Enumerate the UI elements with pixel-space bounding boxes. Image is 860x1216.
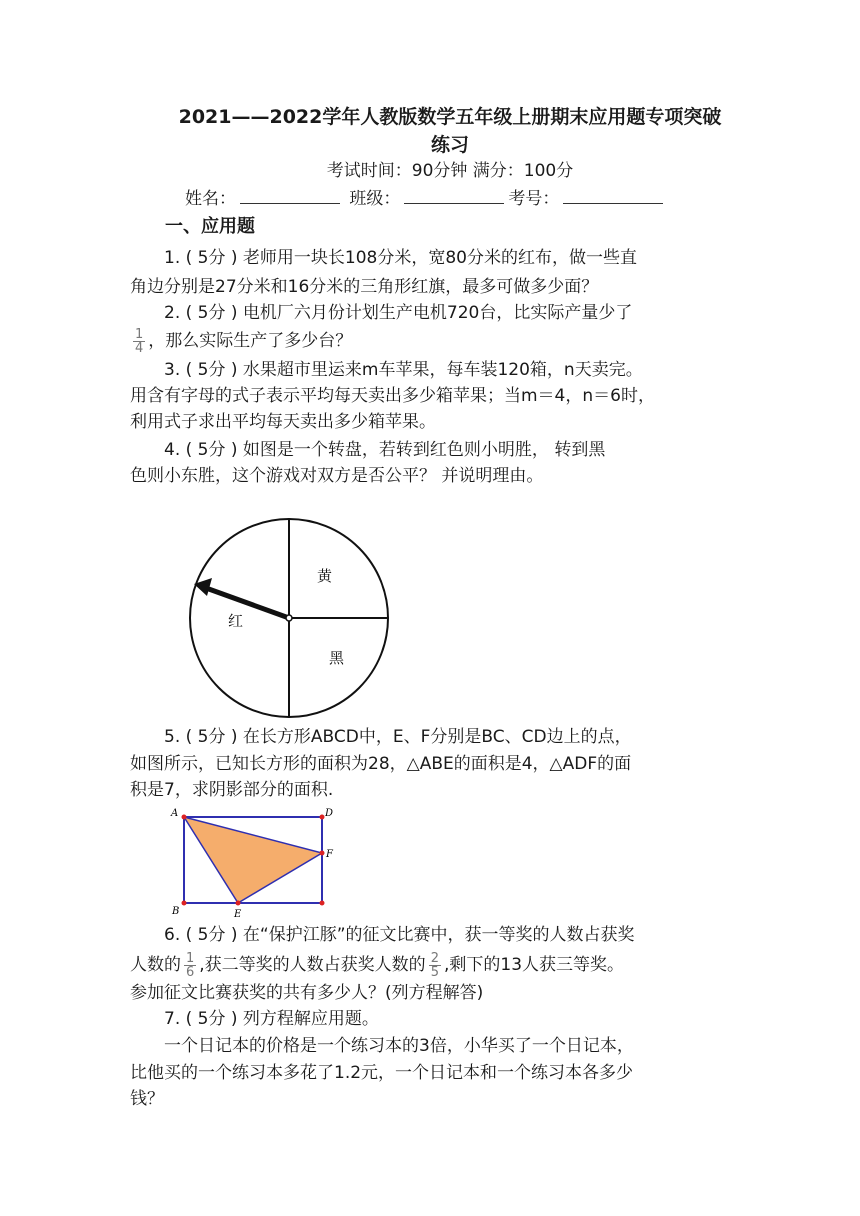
label-e: E	[234, 909, 242, 920]
shaded-triangle	[184, 817, 322, 903]
point-c	[320, 901, 325, 906]
rectangle-figure	[168, 804, 340, 920]
q6-line2: 人数的 $\frac{1}{6}$ ,获二等奖的人数占获奖人数的 $\frac{2}{5}$ ,剩下的13人获三等奖。	[130, 950, 625, 980]
q5-line1: 5. ( 5分 ) 在长方形ABCD中，E、F分别是BC、CD边上的点，	[164, 727, 632, 747]
student-info-row	[185, 185, 667, 212]
label-black: 黑	[329, 649, 345, 667]
q7-line4: 钱？	[130, 1089, 164, 1109]
q6-line1: 6. ( 5分 ) 在“保护江豚”的征文比赛中，获一等奖的人数占获奖	[164, 925, 635, 945]
point-f	[320, 851, 325, 856]
id-field[interactable]	[563, 185, 663, 204]
q5-line2: 如图所示，已知长方形的面积为28，△ABE的面积是4，△ADF的面	[130, 754, 632, 774]
label-b: B	[172, 906, 180, 917]
point-b	[182, 901, 187, 906]
page-title-line2: 练习	[430, 134, 469, 156]
exam-info: 考试时间：90分钟 满分：100分	[326, 161, 574, 181]
section-heading: 一、应用题	[165, 216, 255, 237]
class-label: 班级：	[349, 189, 401, 209]
q7-line2: 一个日记本的价格是一个练习本的3倍，小华买了一个日记本，	[164, 1036, 634, 1056]
page-title: 2021——2022学年人教版数学五年级上册期末应用题专项突破	[178, 106, 722, 128]
label-red: 红	[228, 612, 244, 630]
fraction: $\frac{1}{4}$	[135, 326, 144, 356]
q2-line2: $\frac{1}{4}$ ，那么实际生产了多少台？	[135, 326, 353, 356]
fraction: $\frac{1}{6}$	[186, 950, 195, 980]
name-field[interactable]	[240, 185, 340, 204]
class-field[interactable]	[404, 185, 504, 204]
q3-line1: 3. ( 5分 ) 水果超市里运来m车苹果，每车装120箱，n天卖完。	[164, 360, 643, 380]
q3-line3: 利用式子求出平均每天卖出多少箱苹果。	[130, 412, 436, 432]
name-label: 姓名：	[185, 189, 236, 209]
q5-line3: 积是7，求阴影部分的面积.	[130, 780, 334, 800]
q1-line1: 1. ( 5分 ) 老师用一块长108分米，宽80分米的红布，做一些直	[164, 248, 637, 268]
q2-line1: 2. ( 5分 ) 电机厂六月份计划生产电机720台，比实际产量少了	[164, 303, 633, 323]
spinner-figure	[186, 518, 394, 718]
q4-line2: 色则小东胜，这个游戏对双方是否公平？ 并说明理由。	[130, 466, 544, 486]
q7-line3: 比他买的一个练习本多花了1.2元，一个日记本和一个练习本各多少	[130, 1063, 634, 1083]
spinner-center	[286, 615, 292, 621]
label-d: D	[325, 808, 334, 819]
q1-line2: 角边分别是27分米和16分米的三角形红旗，最多可做多少面？	[130, 277, 599, 297]
fraction: $\frac{2}{5}$	[430, 950, 439, 980]
point-d	[320, 815, 325, 820]
q3-line2: 用含有字母的式子表示平均每天卖出多少箱苹果；当m＝4，n＝6时，	[130, 386, 655, 406]
label-a: A	[171, 808, 179, 819]
id-label: 考号：	[508, 189, 560, 209]
q4-line1: 4. ( 5分 ) 如图是一个转盘，若转到红色则小明胜， 转到黑	[164, 440, 606, 460]
point-a	[182, 815, 187, 820]
point-e	[236, 901, 241, 906]
q7-line1: 7. ( 5分 ) 列方程解应用题。	[164, 1009, 379, 1029]
label-yellow: 黄	[317, 567, 333, 585]
q6-line3: 参加征文比赛获奖的共有多少人？(列方程解答)	[130, 983, 484, 1003]
label-f: F	[326, 849, 333, 860]
